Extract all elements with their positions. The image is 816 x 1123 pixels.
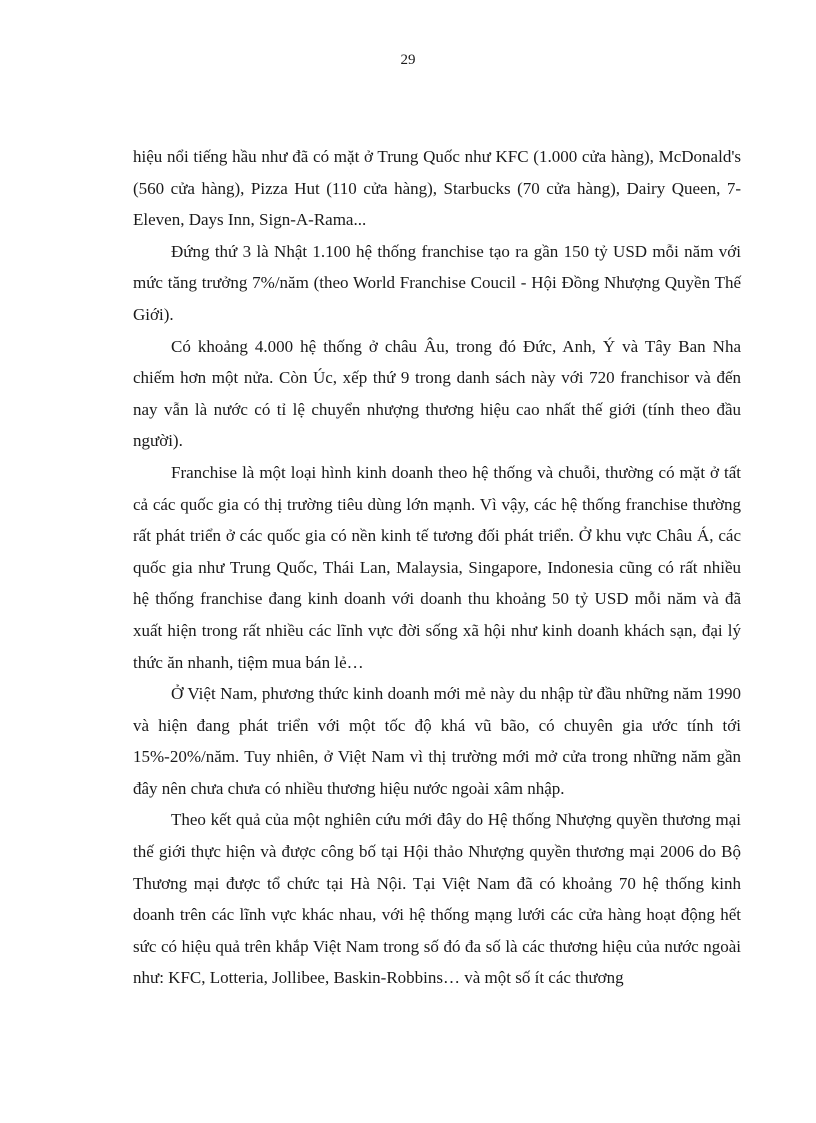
paragraph-europe: Có khoảng 4.000 hệ thống ở châu Âu, trong đó Đức, Anh, Ý và Tây Ban Nha chiếm hơn một nửa. Còn Úc, xếp thứ 9 trong danh sách này với 720 franchisor và đến nay vẫn là nước có tỉ lệ chuyển nhượng thương hiệu cao nhất thế giới (tính theo đầu người).	[133, 336, 741, 451]
paragraph-continued: hiệu nổi tiếng hầu như đã có mặt ở Trung Quốc như KFC (1.000 cửa hàng), McDonald's (560 cửa hàng), Pizza Hut (110 cửa hàng), Starbucks (70 cửa hàng), Dairy Queen, 7-Eleven, Days Inn, Sign-A-Rama...	[133, 147, 741, 230]
paragraph-japan: Đứng thứ 3 là Nhật 1.100 hệ thống franchise tạo ra gần 150 tỷ USD mỗi năm với mức tăng trưởng 7%/năm (theo World Franchise Coucil - Hội Đồng Nhượng Quyền Thế Giới).	[133, 241, 741, 324]
paragraph-research: Theo kết quả của một nghiên cứu mới đây do Hệ thống Nhượng quyền thương mại thế giới thực hiện và được công bố tại Hội thảo Nhượng quyền thương mại 2006 do Bộ Thương mại được tổ chức tại Hà Nội. Tại Việt Nam đã có khoảng 70 hệ thống kinh doanh trên các lĩnh vực khác nhau, với hệ thống mạng lưới các cửa hàng hoạt động hết sức có hiệu quả trên khắp Việt Nam trong số đó đa số là các thương hiệu của nước ngoài như: KFC, Lotteria, Jollibee, Baskin-Robbins… và một số ít các thương	[133, 810, 741, 988]
paragraph-franchise-asia: Franchise là một loại hình kinh doanh theo hệ thống và chuỗi, thường có mặt ở tất cả các quốc gia có thị trường tiêu dùng lớn mạnh. Vì vậy, các hệ thống franchise thường rất phát triển ở các quốc gia có nền kinh tế tương đối phát triển. Ở khu vực Châu Á, các quốc gia như Trung Quốc, Thái Lan, Malaysia, Singapore, Indonesia cũng có rất nhiều hệ thống franchise đang kinh doanh với doanh thu khoảng 50 tỷ USD mỗi năm và đã xuất hiện trong rất nhiều các lĩnh vực đời sống xã hội như kinh doanh khách sạn, đại lý thức ăn nhanh, tiệm mua bán lẻ…	[133, 462, 741, 672]
page-number: 29	[400, 52, 416, 68]
paragraph-vietnam: Ở Việt Nam, phương thức kinh doanh mới mẻ này du nhập từ đầu những năm 1990 và hiện đang phát triển với một tốc độ khá vũ bão, có chuyên gia ước tính tới 15%-20%/năm. Tuy nhiên, ở Việt Nam vì thị trường mới mở cửa trong những năm gần đây nên chưa chưa có nhiều thương hiệu nước ngoài xâm nhập.	[133, 684, 741, 798]
document-body	[133, 141, 741, 994]
